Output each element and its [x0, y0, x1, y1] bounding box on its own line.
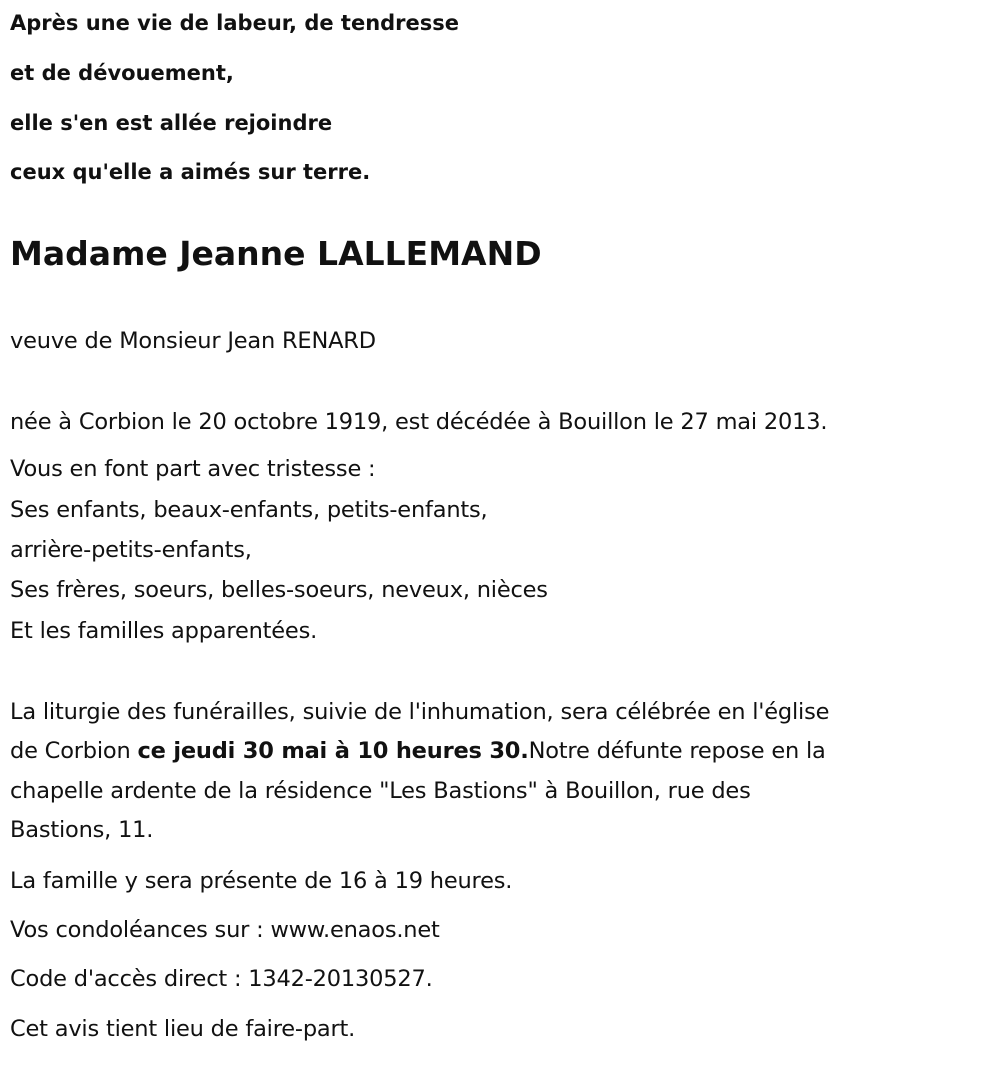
family-line: arrière-petits-enfants,: [10, 537, 252, 563]
notice: Cet avis tient lieu de faire-part.: [10, 1016, 356, 1042]
family-line: Ses frères, soeurs, belles-soeurs, neveux, nièces: [10, 577, 548, 603]
family-line: Et les familles apparentées.: [10, 618, 318, 644]
family-line: Ses enfants, beaux-enfants, petits-enfants,: [10, 497, 488, 523]
intro-line: ceux qu'elle a aimés sur terre.: [10, 160, 371, 184]
condolences: Vos condoléances sur : www.enaos.net: [10, 917, 440, 943]
intro-line: Après une vie de labeur, de tendresse: [10, 11, 460, 35]
family-line: Vous en font part avec tristesse :: [10, 456, 376, 482]
liturgy-line: [10, 738, 826, 764]
liturgy-line: Bastions, 11.: [10, 817, 154, 843]
liturgy-text: de Corbion: [10, 738, 138, 764]
liturgy-line: chapelle ardente de la résidence "Les Bastions" à Bouillon, rue des: [10, 778, 751, 804]
liturgy-line: La liturgie des funérailles, suivie de l'inhumation, sera célébrée en l'église: [10, 699, 830, 725]
intro-line: et de dévouement,: [10, 61, 234, 85]
liturgy-text: Notre défunte repose en la: [528, 738, 826, 764]
widow-of: veuve de Monsieur Jean RENARD: [10, 328, 376, 354]
family-presence: La famille y sera présente de 16 à 19 heures.: [10, 868, 513, 894]
access-code: Code d'accès direct : 1342-20130527.: [10, 966, 433, 992]
birth-death: née à Corbion le 20 octobre 1919, est décédée à Bouillon le 27 mai 2013.: [10, 409, 828, 435]
deceased-name: Madame Jeanne LALLEMAND: [10, 234, 542, 273]
ceremony-datetime: ce jeudi 30 mai à 10 heures 30.: [137, 738, 529, 764]
intro-line: elle s'en est allée rejoindre: [10, 111, 333, 135]
